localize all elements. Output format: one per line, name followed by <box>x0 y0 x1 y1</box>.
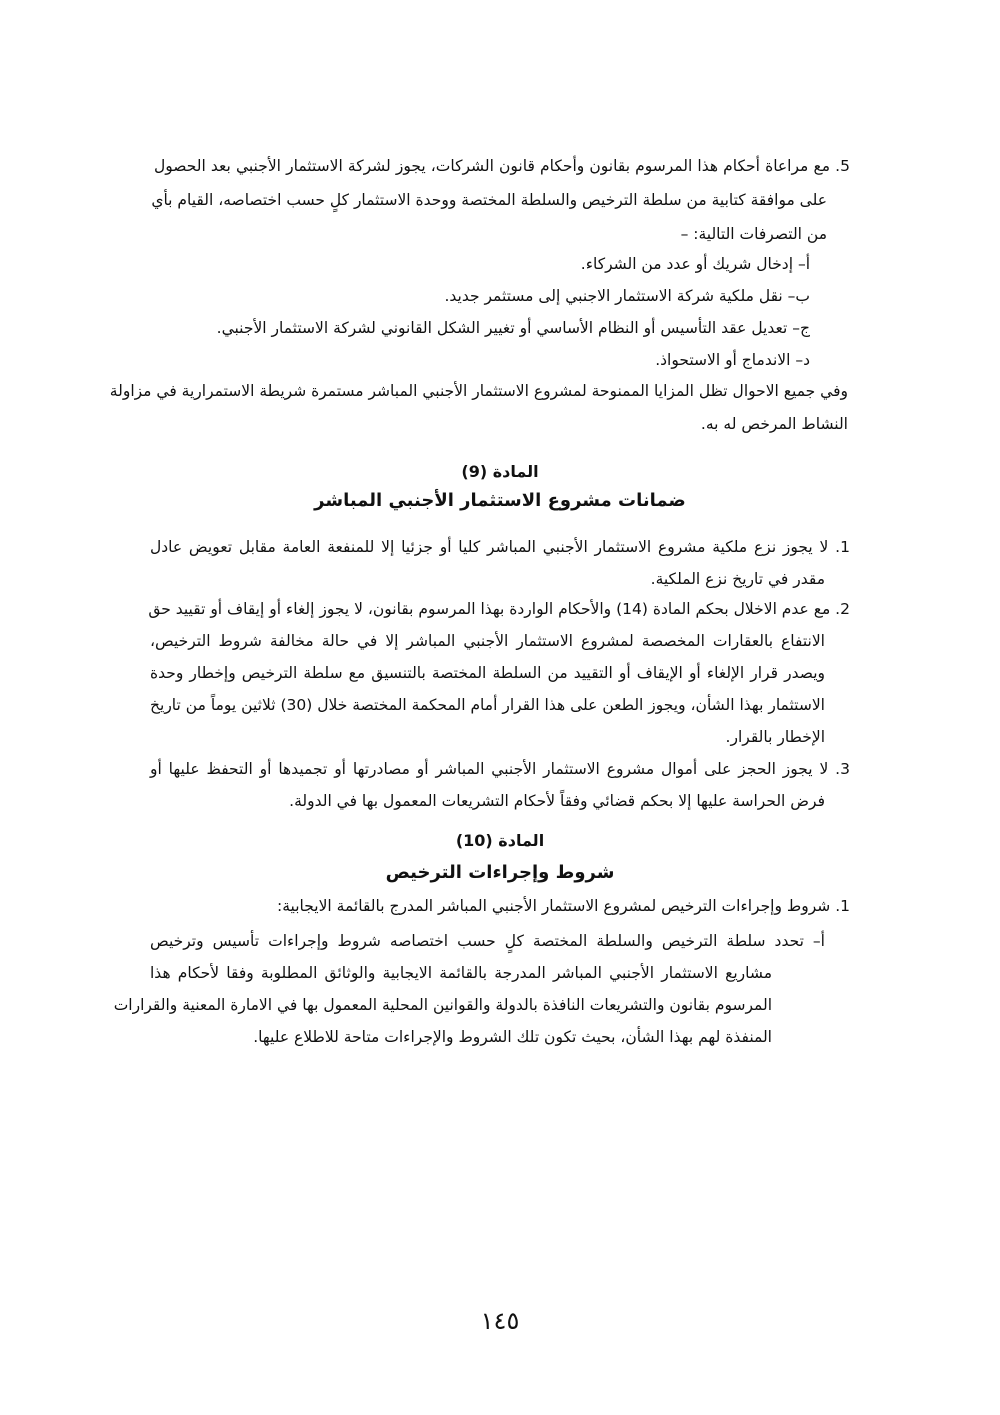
article10-title: شروط وإجراءات الترخيص <box>385 862 615 883</box>
subitem-c: ج– تعديل عقد التأسيس أو النظام الأساسي أو تغيير الشكل القانوني لشركة الاستثمار الأجنبي. <box>216 319 810 337</box>
subitem-a: أ– إدخال شريك أو عدد من الشركاء. <box>580 255 810 273</box>
article9-number: المادة (9) <box>461 462 539 481</box>
art9-item2-line-3: ويصدر قرار الإلغاء أو الإيقاف أو التقييد من السلطة المختصة بالتنسيق مع سلطة الترخيص وإخطار وحدة <box>150 664 825 682</box>
item5-line-1: 5. مع مراعاة أحكام هذا المرسوم بقانون وأحكام قانون الشركات، يجوز لشركة الاستثمار الأجنبي بعد الحصول <box>154 157 850 175</box>
closing-line-2: النشاط المرخص له به. <box>700 415 848 433</box>
art10-subitem-a-line-1: أ– تحدد سلطة الترخيص والسلطة المختصة كلٍ حسب اختصاصه شروط وإجراءات تأسيس وترخيص <box>150 932 825 950</box>
page-number: ١٤٥ <box>480 1307 520 1335</box>
article9-title: ضمانات مشروع الاستثمار الأجنبي المباشر <box>314 490 686 511</box>
item5-line-2: على موافقة كتابية من سلطة الترخيص والسلطة المختصة ووحدة الاستثمار كلٍ حسب اختصاصه، القيام بأي <box>151 191 827 209</box>
art9-item1-line-1: 1. لا يجوز نزع ملكية مشروع الاستثمار الأجنبي المباشر كليا أو جزئيا إلا للمنفعة العامة مقابل تعويض عادل <box>150 538 850 556</box>
article10-number: المادة (10) <box>455 831 545 850</box>
art9-item2-line-4: الاستثمار بهذا الشأن، ويجوز الطعن على هذا القرار أمام المحكمة المختصة خلال (30) ثلاثين يوماً من تاريخ <box>150 696 825 714</box>
subitem-b: ب– نقل ملكية شركة الاستثمار الاجنبي إلى مستثمر جديد. <box>444 287 810 305</box>
art10-subitem-a-line-3: المرسوم بقانون والتشريعات النافذة بالدولة والقوانين المحلية المعمول بها في الامارة المعنية والقرارات <box>113 996 772 1014</box>
closing-line-1: وفي جميع الاحوال تظل المزايا الممنوحة لمشروع الاستثمار الأجنبي المباشر مستمرة شريطة الاستمرارية في مزاولة <box>109 382 848 400</box>
art9-item3-line-1: 3. لا يجوز الحجز على أموال مشروع الاستثمار الأجنبي المباشر أو مصادرتها أو تجميدها أو التحفظ عليها أو <box>150 760 850 778</box>
art10-subitem-a-line-4: المنفذة لهم بهذا الشأن، بحيث تكون تلك الشروط والإجراءات متاحة للاطلاع عليها. <box>253 1028 772 1046</box>
art9-item2-line-2: الانتفاع بالعقارات المخصصة لمشروع الاستثمار الأجنبي المباشر إلا في حالة مخالفة شروط الترخيص، <box>150 632 825 650</box>
art10-subitem-a-line-2: مشاريع الاستثمار الأجنبي المباشر المدرجة بالقائمة الايجابية والوثائق المطلوبة وفقا لأحكام هذا <box>150 964 772 982</box>
art9-item2-line-5: الإخطار بالقرار. <box>725 728 825 746</box>
subitem-d: د– الاندماج أو الاستحواذ. <box>655 351 810 369</box>
item5-line-3: من التصرفات التالية: – <box>680 225 827 243</box>
art10-item1: 1. شروط وإجراءات الترخيص لمشروع الاستثمار الأجنبي المباشر المدرج بالقائمة الايجابية: <box>277 897 850 915</box>
art9-item1-line-2: مقدر في تاريخ نزع الملكية. <box>650 570 825 588</box>
art9-item3-line-2: فرض الحراسة عليها إلا بحكم قضائي وفقاً لأحكام التشريعات المعمول بها في الدولة. <box>289 792 825 810</box>
art9-item2-line-1: 2. مع عدم الاخلال بحكم المادة (14) والأحكام الواردة بهذا المرسوم بقانون، لا يجوز إلغاء أو إيقاف أو تقييد حق <box>148 600 850 618</box>
